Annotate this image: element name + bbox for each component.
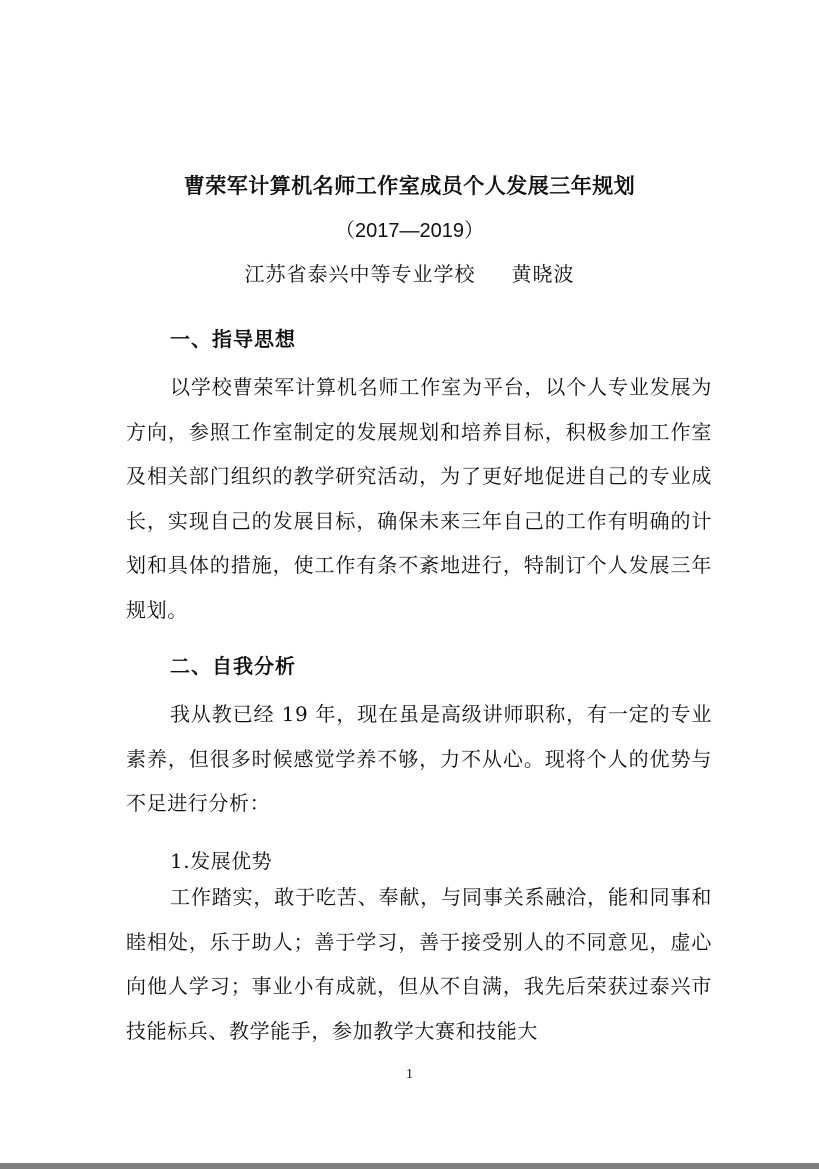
section-paragraph-guiding-ideology: 以学校曹荣军计算机名师工作室为平台，以个人专业发展为方向，参照工作室制定的发展规划和培养目标，积极参加工作室及相关部门组织的教学研究活动，为了更好地促进自己的专业成长，实现自己的发展目标，确保未来三年自己的工作有明确的计划和具体的措施，使工作有条不紊地进行，特制订个人发展三年规划。 [126,375,712,622]
page-bottom-divider [0,1163,819,1169]
school-name: 江苏省泰兴中等专业学校 [244,262,476,286]
section-heading-self-analysis: 二、自我分析 [170,654,296,678]
subsection-paragraph-strengths: 工作踏实，敢于吃苦、奉献，与同事关系融洽，能和同事和睦相处，乐于助人；善于学习，善于接受别人的不同意见，虚心向他人学习；事业小有成就，但从不自满，我先后荣获过泰兴市技能标兵、教学能手，参加教学大赛和技能大 [126,885,712,1043]
section-heading-guiding-ideology: 一、指导思想 [170,327,296,351]
author-name: 黄晓波 [511,262,575,286]
document-title: 曹荣军计算机名师工作室成员个人发展三年规划 [183,174,636,198]
author-line [0,258,819,287]
section-paragraph-self-analysis: 我从教已经 19 年，现在虽是高级讲师职称，有一定的专业素养，但很多时候感觉学养不够，力不从心。现将个人的优势与不足进行分析： [126,702,712,816]
document-years: （2017—2019） [335,220,484,242]
subsection-heading-strengths: 1.发展优势 [170,849,273,873]
page-number: 1 [406,1067,413,1082]
